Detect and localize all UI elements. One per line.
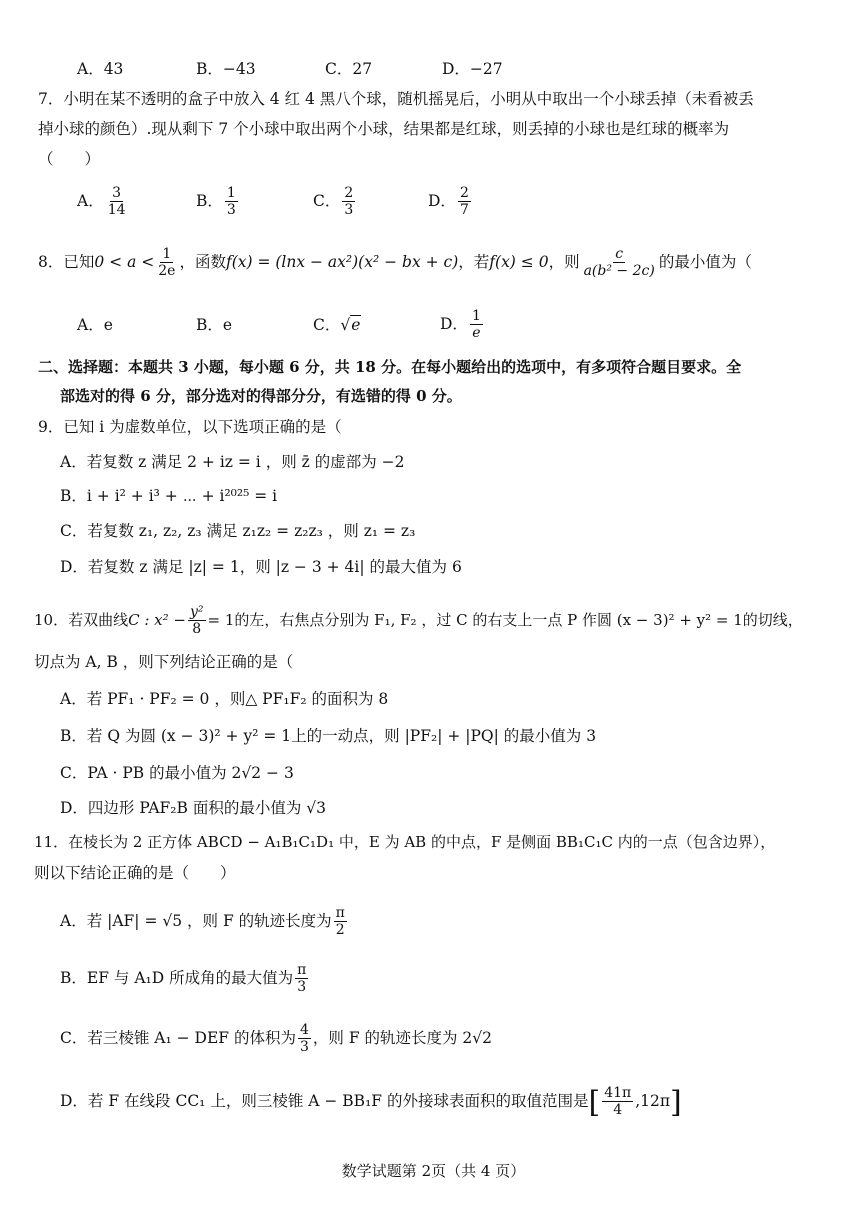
q9-option-c: C．若复数 z₁, z₂, z₃ 满足 z₁z₂ = z₂z₃ ，则 z₁ = z₃ — [60, 522, 416, 540]
q10-stem-line2: 切点为 A, B ，则下列结论正确的是（ — [34, 653, 294, 671]
q7-option-d: D． $\frac{2}{7}$ — [428, 185, 469, 218]
q9-option-d: D．若复数 z 满足 |z| = 1，则 |z − 3 + 4i| 的最大值为 6 — [60, 558, 462, 576]
q10-option-b: B．若 Q 为圆 (x − 3)² + y² = 1上的一动点，则 |PF₂| + |PQ| 的最小值为 3 — [60, 727, 597, 745]
q7-option-c: C． $\frac{2}{3}$ — [313, 185, 354, 218]
q11-option-b: B．EF 与 A₁D 所成角的最大值为 $\frac{\pi}{3}$ — [60, 962, 307, 995]
q11-stem-line1: 11．在棱长为 2 正方体 ABCD − A₁B₁C₁D₁ 中，E 为 AB 的中点，F 是侧面 BB₁C₁C 内的一点（包含边界）， — [34, 833, 776, 851]
q7-stem-line1: 7．小明在某不透明的盒子中放入 4 红 4 黑八个球，随机摇晃后，小明从中取出一个小球丢掉（未看被丢 — [38, 90, 754, 108]
q7-stem-line3: （ ） — [38, 150, 101, 168]
q11-stem-line2: 则以下结论正确的是（ ） — [34, 864, 236, 882]
q11-option-a: A．若 |AF| = √5 ，则 F 的轨迹长度为 $\frac{\pi}{2}$ — [60, 905, 345, 938]
q8-option-b: B．e — [196, 316, 233, 334]
q11-option-d: D．若 F 在线段 CC₁ 上，则三棱锥 A − BB₁F 的外接球表面积的取值范围是[ $\frac{41\pi}{4}$ ,12π] — [60, 1085, 682, 1120]
q9-option-b: B．i + i² + i³ + ⋯ + i²⁰²⁵ = i — [60, 487, 278, 505]
q7-stem-line2: 掉小球的颜色）.现从剩下 7 个小球中取出两个小球，结果都是红球，则丢掉的小球也是红球的概率为 — [38, 120, 730, 138]
q8-option-c: C．√e — [313, 316, 361, 334]
section2-heading-line1: 二、选择题：本题共 3 小题，每小题 6 分，共 18 分。在每小题给出的选项中，有多项符合题目要求。全 — [38, 358, 742, 376]
q9-stem: 9．已知 i 为虚数单位，以下选项正确的是（ — [38, 418, 342, 436]
q9-option-a: A．若复数 z 满足 2 + iz = i ，则 z̄ 的虚部为 −2 — [60, 453, 405, 471]
section2-heading-line2: 部选对的得 6 分，部分选对的得部分分，有选错的得 0 分。 — [60, 387, 462, 405]
q11-option-c: C．若三棱锥 A₁ − DEF 的体积为 $\frac{4}{3}$ ，则 F 的轨迹长度为 2√2 — [60, 1022, 493, 1055]
q10-option-c: C．PA · PB 的最小值为 2√2 − 3 — [60, 764, 294, 782]
q10-option-d: D．四边形 PAF₂B 面积的最小值为 √3 — [60, 799, 327, 817]
q10-stem-line1: 10．若双曲线C : x² − $\frac{\text{y²}}{8}$ = 1的左，右焦点分别为 F₁, F₂ ，过 C 的右支上一点 P 作圆 (x − 3)² + y² = 1的切线， — [34, 604, 803, 637]
page-footer: 数学试题第 2页（共 4 页） — [341, 1162, 526, 1180]
q6-option-a: A．43 — [77, 60, 124, 78]
q10-option-a: A．若 PF₁ · PF₂ = 0 ，则△ PF₁F₂ 的面积为 8 — [60, 690, 389, 708]
q7-option-b: B． $\frac{1}{3}$ — [196, 185, 236, 218]
q8-stem: 8．已知0 < a < $\frac{1}{2e}$ ，函数f(x) = (lnx − ax²)(x² − bx + c)，若f(x) ≤ 0，则 $\frac{c}{\text{a(b² − 2c)}}$ 的最小值为（ — [38, 246, 752, 279]
q8-option-d: D． $\frac{1}{e}$ — [440, 308, 481, 341]
q6-option-d: D．−27 — [442, 60, 503, 78]
q8-option-a: A．e — [77, 316, 113, 334]
q6-option-b: B．−43 — [196, 60, 256, 78]
q6-option-c: C．27 — [325, 60, 373, 78]
q7-option-a: A． $\frac{3}{14}$ — [77, 185, 126, 218]
